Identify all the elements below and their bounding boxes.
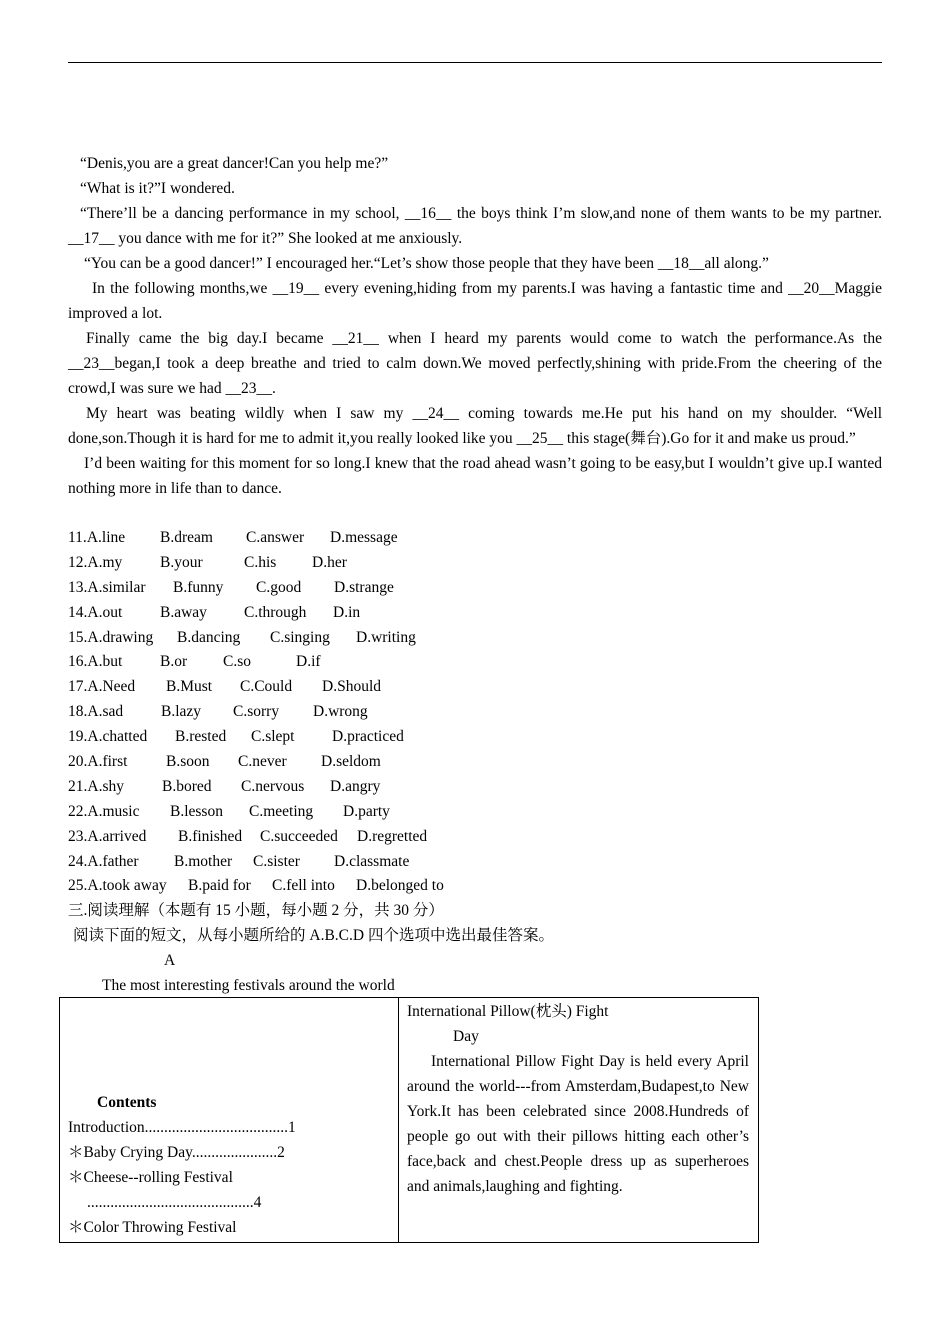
option-text: A.chatted bbox=[87, 728, 148, 746]
answer-option bbox=[68, 850, 139, 875]
option-text: B.dream bbox=[160, 529, 213, 546]
answer-option bbox=[253, 850, 300, 875]
option-text: A.father bbox=[87, 852, 139, 870]
option-text: D.in bbox=[333, 603, 361, 621]
answer-option bbox=[241, 775, 304, 800]
contents-cell bbox=[60, 998, 399, 1243]
question-number: 14. bbox=[68, 603, 88, 621]
passage-paragraph: My heart was beating wildly when I saw my __24__ coming towards me.He put his hand on my shoulder. “Well done,son.Though it is hard for me to admit it,you really looked like you __25__ this stage(舞台).Go for it and make us proud.” bbox=[68, 405, 882, 447]
answer-option bbox=[334, 576, 394, 601]
option-text: C.through bbox=[244, 603, 307, 621]
option-text: B.away bbox=[160, 603, 207, 621]
option-text: C.never bbox=[238, 753, 287, 771]
option-text: B.finished bbox=[178, 827, 243, 845]
answer-option bbox=[162, 775, 212, 800]
answer-option bbox=[174, 850, 232, 875]
answer-option bbox=[166, 750, 210, 775]
option-text: B.or bbox=[160, 653, 188, 671]
answer-option bbox=[161, 700, 201, 725]
answer-option bbox=[249, 800, 313, 825]
answer-option bbox=[330, 526, 398, 551]
option-text: D.party bbox=[343, 802, 390, 820]
answer-option bbox=[238, 750, 287, 775]
reading-section-header bbox=[68, 898, 554, 998]
pillow-fight-cell bbox=[399, 998, 759, 1243]
answer-option bbox=[272, 874, 335, 899]
option-text: C.Could bbox=[240, 678, 293, 696]
option-text: C.his bbox=[244, 553, 277, 571]
option-text: B.soon bbox=[166, 753, 210, 771]
answer-option bbox=[68, 725, 147, 750]
answer-option bbox=[356, 626, 416, 651]
answer-option bbox=[160, 551, 203, 576]
contents-heading: Contents bbox=[97, 1094, 157, 1111]
option-text: B.Must bbox=[166, 678, 213, 696]
option-text: D.strange bbox=[334, 578, 394, 596]
answer-option bbox=[270, 626, 330, 651]
answer-option bbox=[296, 650, 321, 675]
answer-option bbox=[160, 650, 187, 675]
option-text: C.fell into bbox=[272, 877, 335, 895]
question-number: 13. bbox=[68, 578, 88, 596]
contents-item: ＊Baby Crying Day......................2 bbox=[68, 1144, 285, 1161]
answer-option bbox=[68, 650, 122, 675]
option-text: A.sad bbox=[87, 703, 124, 721]
passage-title: The most interesting festivals around the world bbox=[102, 977, 395, 994]
answer-option bbox=[68, 526, 125, 551]
option-text: D.belonged to bbox=[356, 877, 444, 895]
option-text: B.lazy bbox=[161, 703, 202, 721]
question-number: 17. bbox=[68, 678, 88, 696]
option-text: A.similar bbox=[87, 578, 146, 596]
festival-table bbox=[59, 997, 759, 1243]
answer-option bbox=[246, 526, 304, 551]
pillow-title: International Pillow(枕头) Fight bbox=[407, 1003, 609, 1020]
option-text: A.shy bbox=[87, 777, 124, 795]
option-text: A.Need bbox=[87, 678, 136, 696]
option-text: B.lesson bbox=[170, 802, 223, 820]
passage-paragraph: “You can be a good dancer!” I encouraged her.“Let’s show those people that they have been __18__all along.” bbox=[84, 255, 769, 272]
answer-option bbox=[333, 601, 360, 626]
answer-option bbox=[68, 675, 135, 700]
answer-option bbox=[68, 775, 124, 800]
answer-option bbox=[68, 700, 123, 725]
option-text: D.wrong bbox=[313, 703, 368, 721]
answer-option bbox=[244, 601, 306, 626]
option-text: D.regretted bbox=[357, 827, 428, 845]
passage-paragraph: In the following months,we __19__ every evening,hiding from my parents.I was having a fantastic time and __20__Maggie improved a lot. bbox=[68, 280, 882, 322]
option-text: D.message bbox=[330, 529, 398, 546]
answer-option bbox=[173, 576, 223, 601]
answer-option bbox=[160, 601, 207, 626]
option-text: C.sister bbox=[253, 852, 300, 870]
option-text: C.nervous bbox=[241, 777, 305, 795]
option-text: B.dancing bbox=[177, 628, 241, 646]
answer-option bbox=[68, 750, 127, 775]
answer-option bbox=[68, 576, 146, 601]
answer-option bbox=[160, 526, 213, 551]
contents-item: ＊Cheese--rolling Festival bbox=[68, 1169, 233, 1186]
option-text: B.funny bbox=[173, 578, 224, 596]
passage-paragraph: Finally came the big day.I became __21__ when I heard my parents would come to watch the performance.As the __23__began,I took a deep breathe and tried to calm down.We moved perfectly,shining with pride.From the cheering of the crowd,I was sure we had __23__. bbox=[68, 330, 882, 397]
answer-option bbox=[240, 675, 292, 700]
question-number: 19. bbox=[68, 728, 88, 746]
question-number: 12. bbox=[68, 553, 88, 571]
question-number: 16. bbox=[68, 653, 88, 671]
option-text: D.practiced bbox=[332, 728, 404, 746]
section-heading: 三.阅读理解（本题有 15 小题，每小题 2 分，共 30 分） bbox=[68, 902, 444, 919]
answer-option bbox=[233, 700, 279, 725]
option-text: B.mother bbox=[174, 852, 233, 870]
answer-option bbox=[68, 800, 139, 825]
answer-option bbox=[223, 650, 251, 675]
answer-option bbox=[68, 825, 146, 850]
answer-option bbox=[322, 675, 381, 700]
answer-option bbox=[68, 601, 122, 626]
option-text: D.classmate bbox=[334, 852, 410, 870]
option-text: C.answer bbox=[246, 529, 305, 546]
answer-option bbox=[313, 700, 368, 725]
passage-paragraph: “Denis,you are a great dancer!Can you help me?” bbox=[80, 155, 389, 172]
answer-option bbox=[244, 551, 276, 576]
contents-item: ＊Color Throwing Festival bbox=[68, 1219, 237, 1236]
option-text: D.seldom bbox=[321, 753, 381, 771]
question-number: 18. bbox=[68, 703, 88, 721]
question-number: 15. bbox=[68, 628, 88, 646]
passage-paragraph: I’d been waiting for this moment for so long.I knew that the road ahead wasn’t going to be easy,but I wouldn’t give up.I wanted nothing more in life than to dance. bbox=[68, 455, 882, 497]
contents-item: ...........................................4 bbox=[87, 1194, 262, 1211]
option-text: B.paid for bbox=[188, 877, 251, 895]
answer-option bbox=[357, 825, 427, 850]
option-text: C.slept bbox=[251, 728, 295, 746]
answer-option bbox=[312, 551, 347, 576]
option-text: D.writing bbox=[356, 628, 416, 646]
option-text: D.Should bbox=[322, 678, 381, 696]
answer-option bbox=[175, 725, 226, 750]
answer-option bbox=[68, 626, 153, 651]
question-number: 22. bbox=[68, 802, 88, 820]
answer-option bbox=[356, 874, 444, 899]
question-number: 23. bbox=[68, 827, 88, 845]
cloze-passage bbox=[68, 151, 882, 501]
answer-option bbox=[256, 576, 301, 601]
question-number: 20. bbox=[68, 753, 88, 771]
answer-option bbox=[177, 626, 240, 651]
question-number: 24. bbox=[68, 852, 88, 870]
option-text: C.meeting bbox=[249, 802, 314, 820]
option-text: A.but bbox=[87, 653, 123, 671]
pillow-title-cont: Day bbox=[453, 1028, 479, 1045]
option-text: A.first bbox=[87, 753, 128, 771]
answer-option bbox=[332, 725, 404, 750]
option-text: A.my bbox=[87, 553, 123, 571]
option-text: D.angry bbox=[330, 777, 381, 795]
option-text: A.took away bbox=[87, 877, 167, 895]
answer-option bbox=[330, 775, 380, 800]
option-text: A.music bbox=[87, 802, 140, 820]
option-text: C.sorry bbox=[233, 703, 280, 721]
option-text: B.your bbox=[160, 553, 203, 571]
option-text: C.so bbox=[223, 653, 251, 671]
option-text: C.good bbox=[256, 578, 302, 596]
answer-option bbox=[170, 800, 223, 825]
option-text: C.singing bbox=[270, 628, 330, 646]
option-text: A.out bbox=[87, 603, 123, 621]
passage-letter: A bbox=[164, 952, 176, 969]
question-number: 11. bbox=[68, 529, 87, 546]
option-text: C.succeeded bbox=[260, 827, 338, 845]
question-number: 21. bbox=[68, 777, 88, 795]
answer-option bbox=[178, 825, 242, 850]
section-instruction: 阅读下面的短文，从每小题所给的 A.B.C.D 四个选项中选出最佳答案。 bbox=[73, 927, 554, 944]
option-text: B.bored bbox=[162, 777, 212, 795]
answer-option bbox=[343, 800, 390, 825]
option-text: D.if bbox=[296, 653, 321, 671]
option-text: A.line bbox=[86, 529, 126, 546]
header-rule bbox=[68, 62, 882, 63]
passage-paragraph: “What is it?”I wondered. bbox=[80, 180, 235, 197]
option-text: B.rested bbox=[175, 728, 227, 746]
answer-option bbox=[188, 874, 251, 899]
option-text: A.drawing bbox=[87, 628, 154, 646]
answer-option bbox=[334, 850, 409, 875]
option-text: A.arrived bbox=[87, 827, 147, 845]
pillow-body: International Pillow Fight Day is held every April around the world---from Amsterdam,Budapest,to New York.It has been celebrated since 2008.Hundreds of people go out with their pillows hitting each other’s face,back and chest.People dress up as superheroes and animals,laughing and fighting. bbox=[407, 1053, 749, 1195]
option-text: D.her bbox=[312, 553, 347, 571]
answer-option bbox=[68, 874, 167, 899]
contents-item: Introduction.....................................1 bbox=[68, 1119, 296, 1136]
answer-option bbox=[166, 675, 212, 700]
answer-option bbox=[251, 725, 295, 750]
answer-option bbox=[68, 551, 122, 576]
answer-option bbox=[321, 750, 381, 775]
answer-option bbox=[260, 825, 338, 850]
passage-paragraph: “There’ll be a dancing performance in my school, __16__ the boys think I’m slow,and none of them wants to be my partner. __17__ you dance with me for it?” She looked at me anxiously. bbox=[68, 205, 882, 247]
question-number: 25. bbox=[68, 877, 88, 895]
